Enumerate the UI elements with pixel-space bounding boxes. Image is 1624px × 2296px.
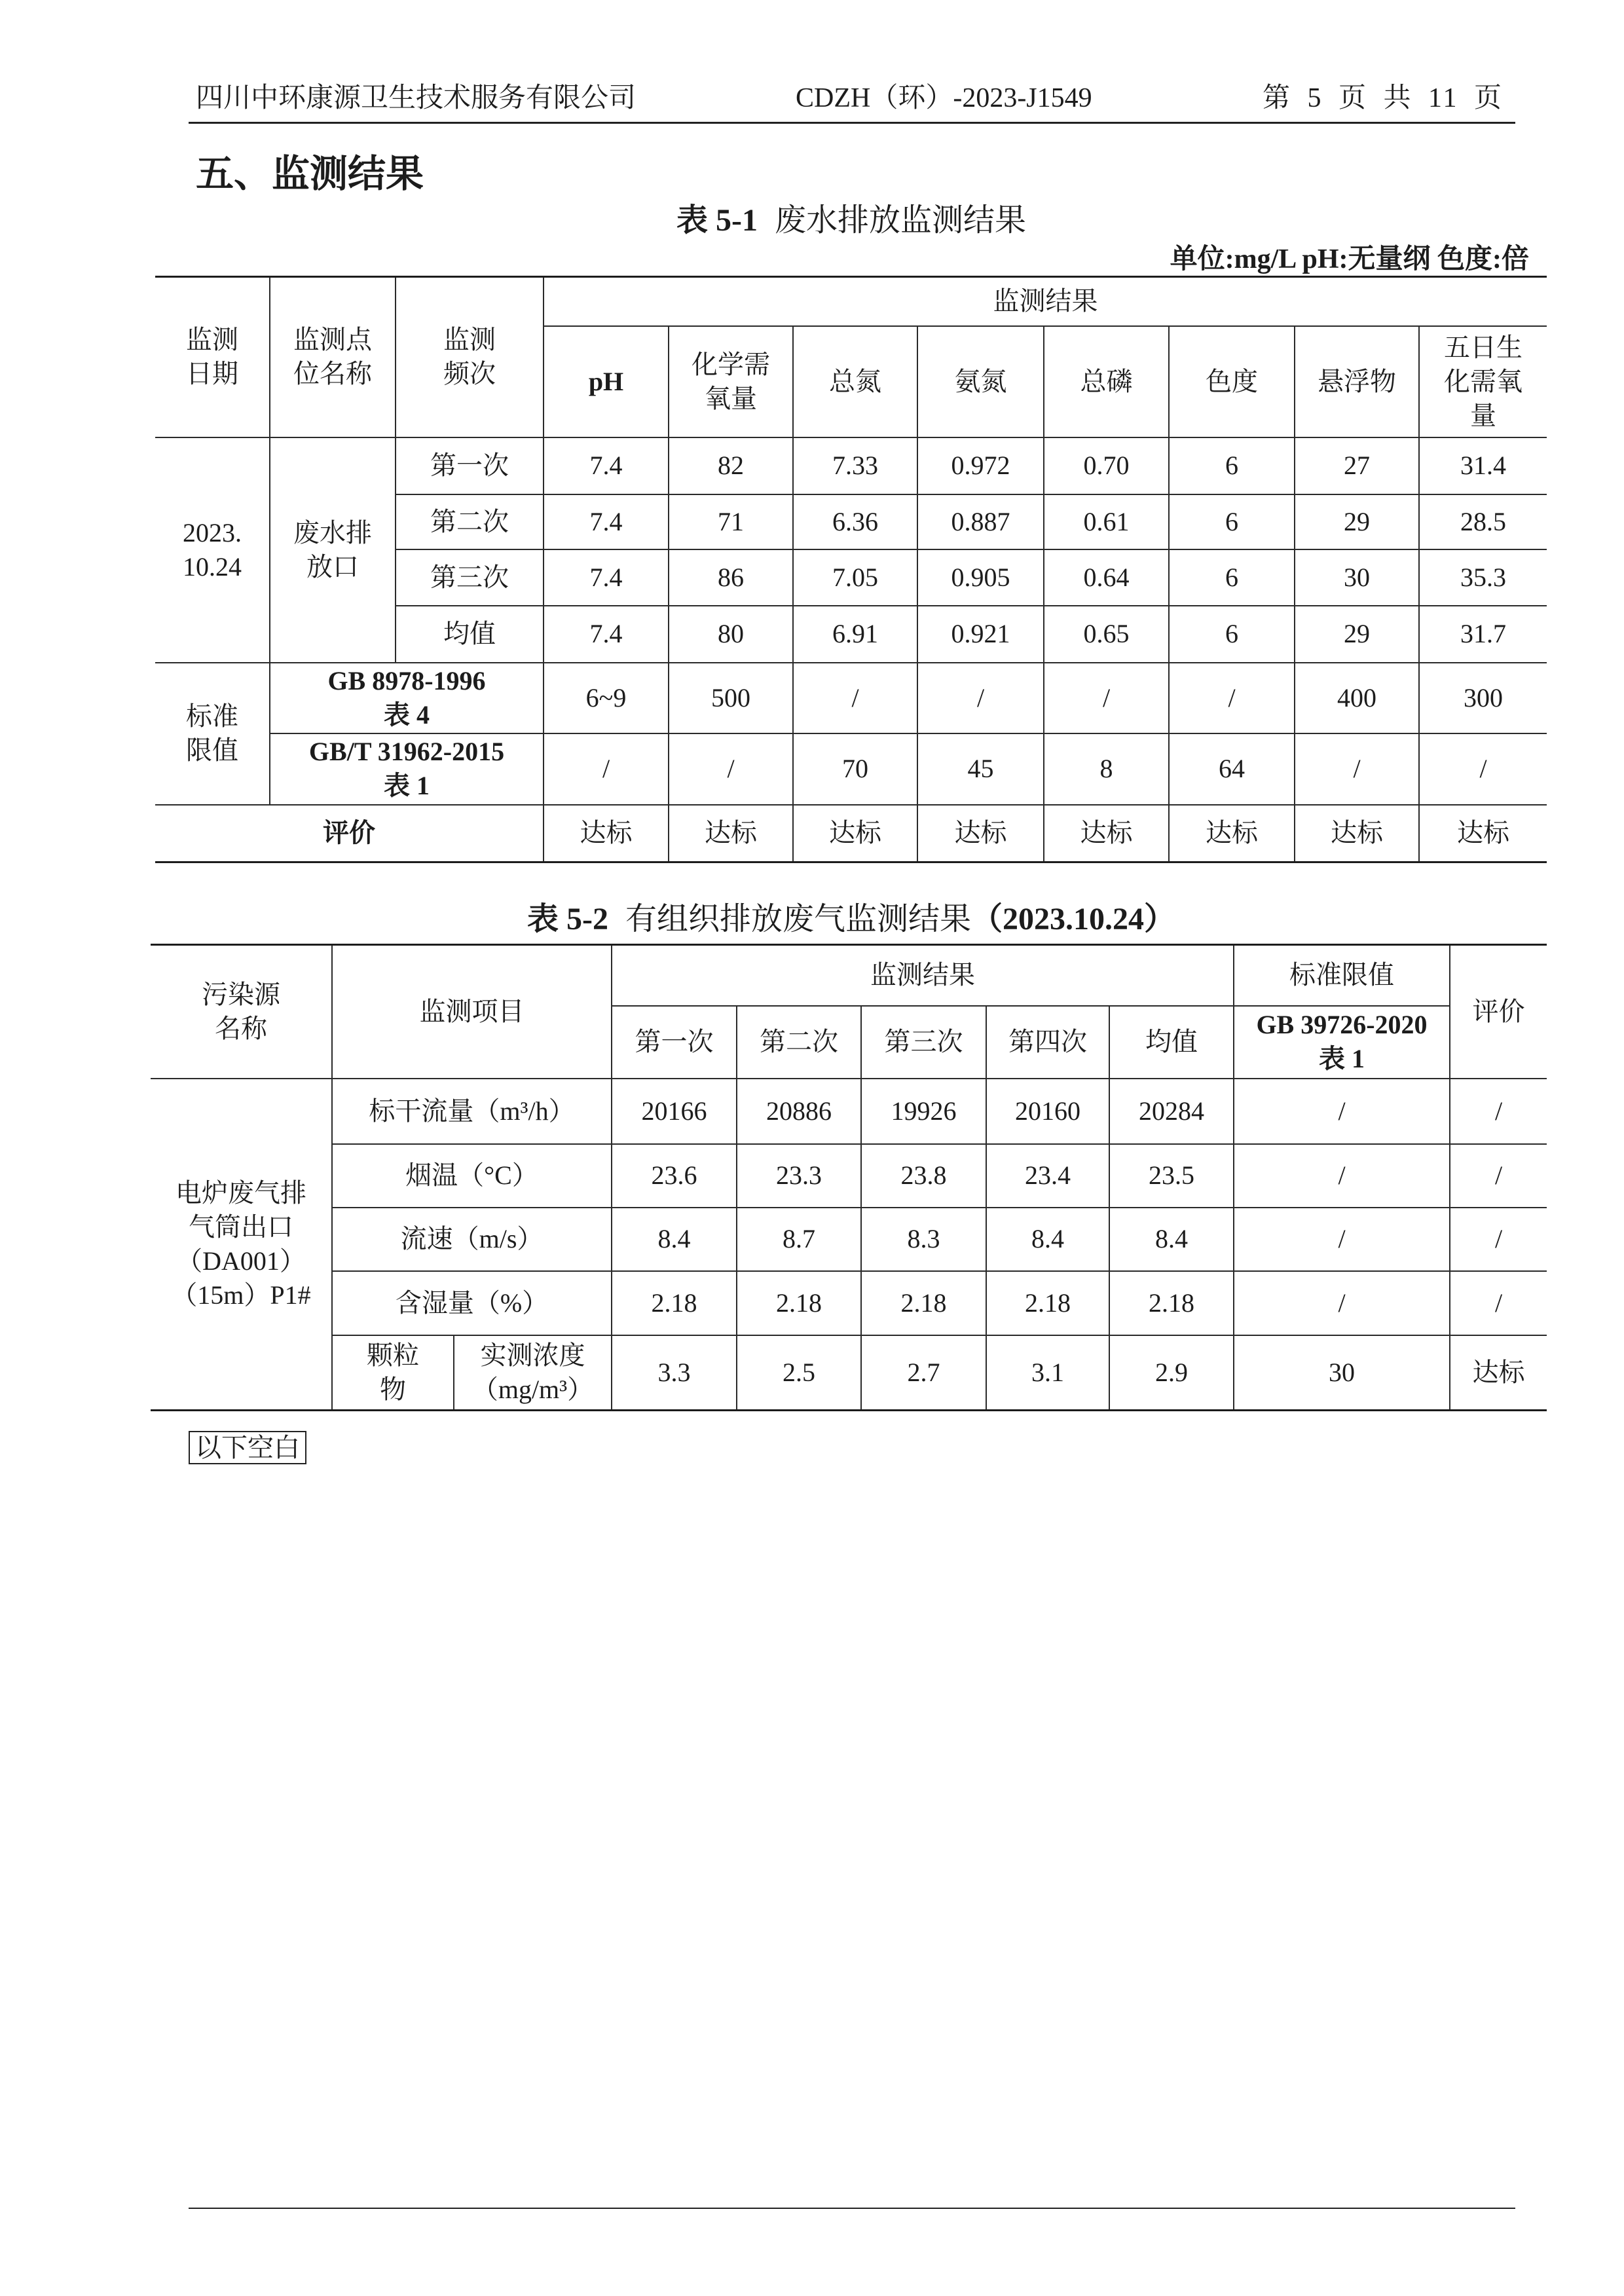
header-rule xyxy=(189,122,1515,124)
t1-run3-bod5: 35.3 xyxy=(1419,549,1547,606)
blank-below-note: 以下空白 xyxy=(189,1431,306,1464)
table2-caption-number: 表 5-2 xyxy=(526,902,608,936)
t1-run3-ph: 7.4 xyxy=(544,549,669,606)
t1-run2-chroma: 6 xyxy=(1169,494,1295,549)
t2-header-item: 监测项目 xyxy=(332,945,612,1079)
t1-std2-tp: 8 xyxy=(1044,733,1169,805)
t2-moisture-evaluation: / xyxy=(1450,1271,1547,1335)
t1-eval-nh3n: 达标 xyxy=(917,805,1044,862)
t1-mean-ph: 7.4 xyxy=(544,606,669,663)
t1-std1-ph: 6~9 xyxy=(544,663,669,733)
table1-caption xyxy=(426,202,1277,239)
t2-temperature-run1: 23.6 xyxy=(612,1144,737,1208)
t1-run1-bod5: 31.4 xyxy=(1419,437,1547,494)
exhaust-gas-results-table xyxy=(151,944,1547,1411)
t2-flow-run4: 20160 xyxy=(986,1079,1109,1144)
t1-std2-bod5: / xyxy=(1419,733,1547,805)
t1-run3-tp: 0.64 xyxy=(1044,549,1169,606)
t2-particulate-evaluation: 达标 xyxy=(1450,1335,1547,1411)
t1-mean-tp: 0.65 xyxy=(1044,606,1169,663)
t1-std1-tp: / xyxy=(1044,663,1169,733)
t2-moisture-run4: 2.18 xyxy=(986,1271,1109,1335)
t1-mean-label: 均值 xyxy=(396,606,544,663)
t2-moisture-run1: 2.18 xyxy=(612,1271,737,1335)
t2-flow-mean: 20284 xyxy=(1109,1079,1234,1144)
t1-standard-label: 标准 限值 xyxy=(155,663,270,805)
t2-header-run3: 第三次 xyxy=(861,1006,986,1079)
t2-flow-run3: 19926 xyxy=(861,1079,986,1144)
t1-mean-chroma: 6 xyxy=(1169,606,1295,663)
t1-run2-tn: 6.36 xyxy=(793,494,917,549)
company-name: 四川中环康源卫生技术服务有限公司 xyxy=(196,83,637,113)
t2-item-particulate: 颗粒 物 xyxy=(332,1335,454,1411)
t2-velocity-run1: 8.4 xyxy=(612,1208,737,1271)
t1-run1-ss: 27 xyxy=(1295,437,1419,494)
t1-mean-nh3n: 0.921 xyxy=(917,606,1044,663)
t2-header-run4: 第四次 xyxy=(986,1006,1109,1079)
t1-param-chroma: 色度 xyxy=(1169,326,1295,437)
t1-param-cod: 化学需 氧量 xyxy=(669,326,793,437)
t1-eval-ph: 达标 xyxy=(544,805,669,862)
t1-eval-tn: 达标 xyxy=(793,805,917,862)
t1-std2-tn: 70 xyxy=(793,733,917,805)
t2-flow-limit: / xyxy=(1234,1079,1450,1144)
t1-std2-ss: / xyxy=(1295,733,1419,805)
t2-temperature-run2: 23.3 xyxy=(737,1144,861,1208)
t1-sampling-date: 2023. 10.24 xyxy=(155,437,270,663)
t2-header-results: 监测结果 xyxy=(612,945,1234,1006)
t1-std2-chroma: 64 xyxy=(1169,733,1295,805)
t1-std2-cod: / xyxy=(669,733,793,805)
t1-run1-tn: 7.33 xyxy=(793,437,917,494)
t2-velocity-run3: 8.3 xyxy=(861,1208,986,1271)
t1-run2-ss: 29 xyxy=(1295,494,1419,549)
t2-header-run2: 第二次 xyxy=(737,1006,861,1079)
t1-param-ph: pH xyxy=(544,326,669,437)
t2-flow-evaluation: / xyxy=(1450,1079,1547,1144)
t2-moisture-run3: 2.18 xyxy=(861,1271,986,1335)
t1-std2-nh3n: 45 xyxy=(917,733,1044,805)
t1-header-site: 监测点 位名称 xyxy=(270,277,396,437)
t1-param-total-phosphorus: 总磷 xyxy=(1044,326,1169,437)
t1-std1-chroma: / xyxy=(1169,663,1295,733)
t1-run3-ss: 30 xyxy=(1295,549,1419,606)
t1-std1-tn: / xyxy=(793,663,917,733)
t2-temperature-evaluation: / xyxy=(1450,1144,1547,1208)
t1-run1-label: 第一次 xyxy=(396,437,544,494)
t2-flow-run1: 20166 xyxy=(612,1079,737,1144)
t1-sampling-site: 废水排 放口 xyxy=(270,437,396,663)
t2-moisture-run2: 2.18 xyxy=(737,1271,861,1335)
t1-run3-cod: 86 xyxy=(669,549,793,606)
t1-run2-ph: 7.4 xyxy=(544,494,669,549)
page-number: 第 5 页 共 11 页 xyxy=(1263,83,1504,113)
t1-run3-label: 第三次 xyxy=(396,549,544,606)
table2-caption xyxy=(426,901,1277,938)
t1-run1-ph: 7.4 xyxy=(544,437,669,494)
t2-temperature-mean: 23.5 xyxy=(1109,1144,1234,1208)
t2-moisture-mean: 2.18 xyxy=(1109,1271,1234,1335)
t1-run1-cod: 82 xyxy=(669,437,793,494)
t1-std1-cod: 500 xyxy=(669,663,793,733)
t1-run2-label: 第二次 xyxy=(396,494,544,549)
t2-item-moisture: 含湿量（%） xyxy=(332,1271,612,1335)
t2-particulate-mean: 2.9 xyxy=(1109,1335,1234,1411)
t2-particulate-run4: 3.1 xyxy=(986,1335,1109,1411)
t1-run2-cod: 71 xyxy=(669,494,793,549)
t2-temperature-limit: / xyxy=(1234,1144,1450,1208)
t1-mean-cod: 80 xyxy=(669,606,793,663)
t2-particulate-run2: 2.5 xyxy=(737,1335,861,1411)
t2-item-flow: 标干流量（m³/h） xyxy=(332,1079,612,1144)
t1-eval-chroma: 达标 xyxy=(1169,805,1295,862)
table1-caption-title: 废水排放监测结果 xyxy=(774,203,1026,238)
t2-header-evaluation: 评价 xyxy=(1450,945,1547,1079)
t1-eval-tp: 达标 xyxy=(1044,805,1169,862)
t2-pollution-source: 电炉废气排 气筒出口 （DA001） （15m）P1# xyxy=(151,1079,332,1411)
t1-run1-tp: 0.70 xyxy=(1044,437,1169,494)
t1-evaluation-label: 评价 xyxy=(155,805,544,862)
t1-run1-nh3n: 0.972 xyxy=(917,437,1044,494)
section-title: 五、监测结果 xyxy=(196,153,424,195)
t1-std1-name: GB 8978-1996 表 4 xyxy=(270,663,544,733)
t1-std1-ss: 400 xyxy=(1295,663,1419,733)
t2-temperature-run3: 23.8 xyxy=(861,1144,986,1208)
t1-std1-nh3n: / xyxy=(917,663,1044,733)
t1-mean-tn: 6.91 xyxy=(793,606,917,663)
t2-temperature-run4: 23.4 xyxy=(986,1144,1109,1208)
t2-particulate-run1: 3.3 xyxy=(612,1335,737,1411)
t1-eval-bod5: 达标 xyxy=(1419,805,1547,862)
t2-standard-name: GB 39726-2020 表 1 xyxy=(1234,1006,1450,1079)
t1-std2-ph: / xyxy=(544,733,669,805)
t2-header-standard: 标准限值 xyxy=(1234,945,1450,1006)
t1-run2-nh3n: 0.887 xyxy=(917,494,1044,549)
t2-velocity-mean: 8.4 xyxy=(1109,1208,1234,1271)
t2-velocity-limit: / xyxy=(1234,1208,1450,1271)
t2-velocity-evaluation: / xyxy=(1450,1208,1547,1271)
t2-header-mean: 均值 xyxy=(1109,1006,1234,1079)
t1-param-total-nitrogen: 总氮 xyxy=(793,326,917,437)
t1-run1-chroma: 6 xyxy=(1169,437,1295,494)
t2-particulate-run3: 2.7 xyxy=(861,1335,986,1411)
wastewater-results-table xyxy=(155,276,1547,863)
table2-caption-title: 有组织排放废气监测结果 xyxy=(625,902,971,936)
t1-param-bod5: 五日生 化需氧 量 xyxy=(1419,326,1547,437)
t2-item-temperature: 烟温（°C） xyxy=(332,1144,612,1208)
t1-mean-ss: 29 xyxy=(1295,606,1419,663)
report-number: CDZH（环）-2023-J1549 xyxy=(796,83,1092,113)
t1-run3-nh3n: 0.905 xyxy=(917,549,1044,606)
table1-caption-number: 表 5-1 xyxy=(676,203,758,238)
t2-velocity-run4: 8.4 xyxy=(986,1208,1109,1271)
t1-mean-bod5: 31.7 xyxy=(1419,606,1547,663)
footer-rule xyxy=(189,2208,1515,2209)
t1-run2-bod5: 28.5 xyxy=(1419,494,1547,549)
t1-header-results: 监测结果 xyxy=(544,277,1547,326)
t2-velocity-run2: 8.7 xyxy=(737,1208,861,1271)
t1-run2-tp: 0.61 xyxy=(1044,494,1169,549)
t2-header-run1: 第一次 xyxy=(612,1006,737,1079)
t1-param-ammonia-nitrogen: 氨氮 xyxy=(917,326,1044,437)
t2-item-velocity: 流速（m/s） xyxy=(332,1208,612,1271)
table2-caption-date: （2023.10.24） xyxy=(971,902,1176,936)
t1-std2-name: GB/T 31962-2015 表 1 xyxy=(270,733,544,805)
t2-header-source: 污染源 名称 xyxy=(151,945,332,1079)
t1-std1-bod5: 300 xyxy=(1419,663,1547,733)
t2-moisture-limit: / xyxy=(1234,1271,1450,1335)
table1-units: 单位:mg/L pH:无量纲 色度:倍 xyxy=(1170,244,1529,274)
t2-flow-run2: 20886 xyxy=(737,1079,861,1144)
t2-particulate-limit: 30 xyxy=(1234,1335,1450,1411)
t1-param-suspended-solids: 悬浮物 xyxy=(1295,326,1419,437)
t2-item-particulate-measure: 实测浓度 （mg/m³） xyxy=(454,1335,612,1411)
t1-eval-ss: 达标 xyxy=(1295,805,1419,862)
t1-header-date: 监测 日期 xyxy=(155,277,270,437)
t1-run3-tn: 7.05 xyxy=(793,549,917,606)
t1-eval-cod: 达标 xyxy=(669,805,793,862)
t1-run3-chroma: 6 xyxy=(1169,549,1295,606)
t1-header-frequency: 监测 频次 xyxy=(396,277,544,437)
